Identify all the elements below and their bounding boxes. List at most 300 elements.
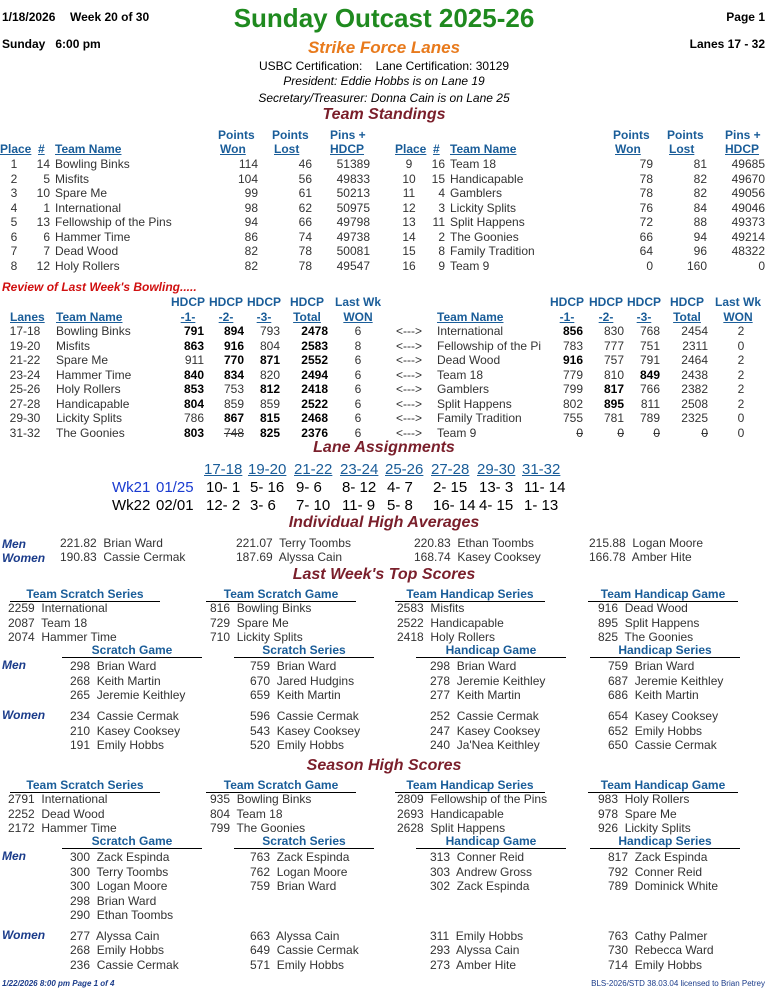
review-score-b: 811 [640, 396, 660, 411]
men-score: 686 Keith Martin [608, 688, 699, 702]
women-score: 240 Ja'Nea Keithley [430, 738, 540, 752]
header-num: # [433, 142, 440, 156]
lane-pair: 5- 16 [250, 479, 285, 496]
header-won-top: Points [218, 128, 255, 142]
men-score: 290 Ethan Toombs [70, 908, 174, 922]
men-score: 759 Brian Ward [250, 659, 337, 673]
footer-right: BLS-2026/STD 38.03.04 licensed to Brian Petrey [591, 979, 765, 988]
men-label: Men [2, 849, 26, 863]
week-indicator: Week 20 of 30 [70, 10, 150, 24]
review-score-b: 789 [639, 411, 660, 425]
team-score: 2628 Split Happens [397, 821, 506, 835]
men-score: 792 Conner Reid [608, 864, 703, 879]
avg-women: 187.69 Alyssa Cain [236, 550, 343, 564]
review-won-b: 0 [737, 425, 745, 440]
standings-cell: 2 [10, 171, 18, 186]
standings-cell: 74 [298, 229, 312, 244]
review-score-a: 791 [183, 324, 204, 338]
standings-cell: 114 [238, 157, 258, 171]
center-name: Strike Force Lanes [307, 38, 461, 57]
women-score: 730 Rebecca Ward [608, 943, 714, 957]
men-score: 300 Terry Toombs [70, 864, 169, 879]
team-score: 926 Lickity Splits [598, 821, 691, 835]
standings-cell: 78 [639, 171, 653, 186]
header-total-b: Total [673, 310, 701, 324]
review-won-b: 2 [737, 353, 745, 367]
review-won-b: 0 [737, 411, 745, 425]
page-number: Page 1 [726, 10, 765, 24]
standings-cell: 49738 [336, 229, 370, 244]
review-score-a: 825 [259, 425, 280, 440]
women-score: 650 Cassie Cermak [608, 738, 717, 752]
standings-cell: 81 [693, 157, 707, 171]
header-lost: Lost [274, 142, 300, 156]
team-score: 2809 Fellowship of the Pins [397, 792, 548, 806]
standings-cell: Spare Me [55, 186, 108, 200]
team-score: 816 Bowling Binks [210, 601, 312, 615]
standings-cell: 104 [237, 171, 258, 186]
standings-cell: 86 [244, 229, 258, 244]
review-team-b: Team 18 [437, 367, 484, 382]
women-label: Women [2, 551, 46, 565]
review-won-b: 2 [737, 396, 745, 411]
review-score-a: 2478 [301, 324, 328, 338]
lane-pair: 16- 14 [433, 497, 476, 514]
review-score-b: 2464 [681, 353, 708, 367]
header-won-a-top: Last Wk [335, 295, 382, 309]
review-score-b: 817 [603, 382, 624, 396]
team-header: Team Scratch Game [206, 778, 356, 793]
review-won-a: 8 [354, 338, 362, 353]
review-score-b: 802 [562, 396, 583, 411]
header-team: Team Name [55, 142, 122, 156]
review-team-a: Holy Rollers [56, 382, 121, 396]
review-score-b: 849 [639, 367, 660, 382]
header-won-top: Points [613, 128, 650, 142]
women-score: 543 Kasey Cooksey [250, 723, 361, 738]
review-score-b: 2438 [681, 367, 708, 382]
header-num: # [38, 142, 45, 156]
header-team-a: Team Name [56, 310, 123, 324]
last-week-title: Last Week's Top Scores [292, 566, 476, 583]
review-team-a: Misfits [56, 338, 90, 353]
review-score-a: 2418 [301, 382, 328, 396]
men-score: 670 Jared Hudgins [250, 673, 355, 688]
women-score: 652 Emily Hobbs [608, 723, 703, 738]
lane-pair: 8- 12 [342, 479, 377, 496]
standings-cell: 13 [402, 215, 416, 229]
header-place: Place [395, 142, 427, 156]
review-vs: <---> [396, 338, 423, 353]
standings-cell: Bowling Binks [55, 157, 130, 171]
header-lost-top: Points [667, 128, 704, 142]
team-score: 729 Spare Me [210, 615, 289, 630]
standings-cell: 66 [639, 229, 653, 244]
review-score-b: 791 [639, 353, 660, 367]
men-score: 298 Brian Ward [430, 659, 517, 673]
standings-cell: Split Happens [450, 215, 525, 229]
review-lanes: 31-32 [9, 425, 41, 440]
men-score: 759 Brian Ward [250, 879, 337, 893]
standings-cell: 49056 [731, 186, 765, 200]
lane-pair: 11- 9 [342, 497, 376, 514]
review-team-b: Split Happens [437, 396, 512, 411]
women-score: 268 Emily Hobbs [70, 943, 165, 957]
individual-header: Scratch Game [62, 644, 202, 658]
avg-men: 215.88 Logan Moore [589, 536, 704, 550]
standings-cell: 66 [298, 215, 312, 229]
header-team: Team Name [450, 142, 517, 156]
lane-week: Wk22 [112, 497, 151, 514]
review-score-a: 911 [184, 353, 204, 367]
standings-cell: 50213 [336, 186, 370, 200]
review-score-b: 810 [603, 367, 624, 382]
team-score: 2172 Hammer Time [8, 821, 117, 835]
avg-men: 220.83 Ethan Toombs [414, 536, 534, 550]
men-score: 759 Brian Ward [608, 659, 695, 673]
women-score: 596 Cassie Cermak [250, 709, 359, 723]
standings-cell: 78 [298, 244, 312, 258]
header-won: Won [220, 142, 246, 156]
individual-header: Scratch Series [234, 644, 374, 658]
standings-cell: 0 [646, 258, 653, 273]
header-won: Won [615, 142, 641, 156]
review-score-a: 859 [259, 396, 280, 411]
standings-cell: Gamblers [450, 186, 503, 200]
review-vs: <---> [396, 411, 423, 425]
men-score: 277 Keith Martin [430, 688, 521, 702]
women-score: 293 Alyssa Cain [430, 943, 520, 957]
review-score-b: 783 [562, 338, 583, 353]
review-score-a: 2468 [301, 411, 328, 425]
avg-women: 190.83 Cassie Cermak [60, 550, 186, 564]
review-lanes: 29-30 [9, 411, 41, 425]
lane-header: 19-20 [248, 461, 287, 478]
review-lanes: 21-22 [9, 353, 41, 367]
team-score: 983 Holy Rollers [598, 792, 690, 806]
standings-cell: 79 [639, 157, 653, 171]
review-title: Review of Last Week's Bowling..... [2, 280, 197, 294]
standings-cell: 64 [639, 244, 653, 258]
standings-cell: Team 9 [450, 258, 490, 273]
review-score-b: 757 [603, 353, 624, 367]
review-score-a: 894 [223, 324, 244, 338]
standings-cell: 82 [244, 244, 258, 258]
team-header: Team Handicap Series [395, 587, 545, 602]
report-date: 1/18/2026 [2, 10, 56, 24]
team-score: 2522 Handicapable [397, 615, 504, 630]
review-team-a: The Goonies [56, 425, 125, 440]
review-score-b: 916 [562, 353, 583, 367]
standings-cell: 49547 [336, 258, 370, 273]
men-score: 300 Logan Moore [70, 879, 168, 893]
standings-cell: 50081 [336, 244, 370, 258]
lane-header: 23-24 [340, 461, 379, 478]
lane-header: 29-30 [477, 461, 516, 478]
standings-cell: Misfits [55, 171, 89, 186]
review-score-b: 768 [639, 324, 660, 338]
review-won-a: 6 [354, 425, 362, 440]
standings-cell: 10 [402, 171, 416, 186]
lane-assignments-title: Lane Assignments [313, 439, 455, 456]
standings-cell: 49214 [731, 229, 765, 244]
standings-cell: 61 [298, 186, 312, 200]
standings-cell: 11 [432, 215, 445, 229]
review-lanes: 17-18 [9, 324, 41, 338]
review-score-a: 812 [259, 382, 280, 396]
men-label: Men [2, 658, 26, 672]
lane-pair: 4- 15 [479, 497, 514, 514]
review-score-a: 748 [223, 425, 244, 440]
standings-cell: 14 [402, 229, 416, 244]
header-g2-b: -2- [598, 310, 614, 324]
men-score: 687 Jeremie Keithley [608, 673, 724, 688]
standings-cell: 46 [298, 157, 312, 171]
individual-header: Handicap Game [416, 835, 566, 849]
standings-cell: 78 [298, 258, 312, 273]
review-score-b: 830 [603, 324, 624, 338]
women-score: 571 Emily Hobbs [250, 957, 345, 972]
review-vs: <---> [396, 382, 423, 396]
men-score: 302 Zack Espinda [430, 879, 530, 893]
review-score-b: 2325 [681, 411, 708, 425]
women-label: Women [2, 927, 46, 942]
header-total-a-top: HDCP [289, 295, 324, 309]
men-score: 763 Zack Espinda [250, 850, 350, 864]
review-score-b: 779 [562, 367, 583, 382]
review-score-a: 2583 [301, 338, 328, 353]
standings-cell: 62 [298, 200, 312, 215]
header-pins-top: Pins + [725, 128, 761, 142]
lane-header: 27-28 [431, 461, 470, 478]
review-lanes: 19-20 [9, 338, 41, 353]
header-g2-a: -2- [218, 310, 234, 324]
header-g2-b-top: HDCP [588, 295, 623, 309]
standings-cell: 9 [438, 258, 445, 273]
review-score-a: 804 [259, 338, 280, 353]
standings-cell: 3 [10, 186, 18, 200]
review-team-a: Bowling Binks [56, 324, 131, 338]
review-score-b: 856 [562, 324, 583, 338]
header-won-a: WON [343, 310, 373, 324]
header-g3-a: -3- [256, 310, 272, 324]
lane-pair: 11- 14 [524, 479, 566, 496]
men-label: Men [2, 537, 26, 551]
standings-cell: 72 [639, 215, 653, 229]
review-team-b: Gamblers [437, 382, 490, 396]
review-team-b: Team 9 [437, 425, 477, 440]
lane-pair: 2- 15 [433, 479, 468, 496]
header-lost: Lost [669, 142, 695, 156]
review-vs: <---> [396, 367, 423, 382]
team-score: 804 Team 18 [210, 806, 283, 821]
standings-cell: 99 [244, 186, 258, 200]
review-team-b: Dead Wood [437, 353, 501, 367]
standings-cell: Family Tradition [450, 244, 535, 258]
men-score: 278 Jeremie Keithley [430, 673, 546, 688]
president-line: President: Eddie Hobbs is on Lane 19 [283, 74, 485, 88]
header-total-a: Total [293, 310, 321, 324]
standings-cell: Holy Rollers [55, 258, 120, 273]
league-title: Sunday Outcast 2025-26 [233, 3, 535, 33]
review-team-a: Hammer Time [56, 367, 132, 382]
review-score-a: 2522 [301, 396, 328, 411]
standings-cell: 15 [431, 171, 445, 186]
men-score: 298 Brian Ward [70, 659, 157, 673]
standings-cell: 6 [10, 229, 18, 244]
team-score: 2087 Team 18 [8, 615, 88, 630]
lane-header: 31-32 [522, 461, 561, 478]
team-score: 2791 International [8, 792, 108, 806]
standings-cell: 9 [405, 157, 413, 171]
review-score-b: 2311 [682, 338, 708, 353]
lane-pair: 4- 7 [387, 479, 413, 496]
standings-cell: 1 [10, 157, 18, 171]
review-won-a: 6 [354, 324, 362, 338]
review-lanes: 27-28 [9, 396, 41, 411]
standings-cell: 16 [431, 157, 445, 171]
team-header: Team Scratch Series [10, 587, 160, 602]
review-team-b: Family Tradition [437, 411, 522, 425]
secretary-line: Secretary/Treasurer: Donna Cain is on Lane 25 [258, 91, 510, 105]
standings-cell: 49670 [731, 171, 765, 186]
review-team-b: International [437, 324, 504, 338]
header-g1-b: -1- [559, 310, 575, 324]
men-score: 762 Logan Moore [250, 864, 348, 879]
review-score-b: 751 [639, 338, 660, 353]
women-score: 252 Cassie Cermak [430, 709, 539, 723]
team-score: 799 The Goonies [210, 821, 306, 835]
standings-cell: 96 [693, 244, 707, 258]
review-score-b: 781 [603, 411, 624, 425]
review-lanes: 23-24 [9, 367, 41, 382]
review-score-a: 859 [223, 396, 244, 411]
standings-cell: 49373 [731, 215, 765, 229]
review-score-b: 766 [639, 382, 660, 396]
men-score: 265 Jeremie Keithley [70, 688, 186, 702]
standings-cell: 2 [438, 229, 445, 244]
standings-cell: 51389 [336, 157, 370, 171]
review-won-b: 2 [737, 367, 745, 382]
standings-cell: 5 [10, 215, 18, 229]
review-score-b: 0 [701, 425, 708, 440]
review-team-b: Fellowship of the Pi [437, 338, 542, 353]
standings-cell: 49685 [731, 157, 765, 171]
standings-cell: 49798 [336, 215, 370, 229]
standings-cell: 98 [244, 200, 258, 215]
lane-pair: 9- 6 [296, 479, 322, 496]
standings-cell: 78 [639, 186, 653, 200]
header-g1-a: -1- [180, 310, 196, 324]
lane-week: Wk21 [112, 479, 151, 496]
standings-cell: 88 [693, 215, 707, 229]
men-score: 659 Keith Martin [250, 688, 341, 702]
team-score: 895 Split Happens [598, 615, 700, 630]
individual-header: Handicap Series [590, 835, 740, 849]
standings-cell: Hammer Time [55, 229, 131, 244]
standings-cell: Fellowship of the Pins [55, 215, 172, 229]
review-won-a: 6 [354, 367, 362, 382]
men-score: 298 Brian Ward [70, 893, 157, 908]
individual-header: Handicap Series [590, 644, 740, 658]
standings-cell: 50975 [336, 200, 370, 215]
team-header: Team Scratch Game [206, 587, 356, 602]
standings-cell: 82 [693, 171, 707, 186]
review-score-a: 871 [259, 353, 280, 367]
women-score: 236 Cassie Cermak [70, 957, 179, 972]
standings-cell: 1 [43, 200, 50, 215]
men-score: 817 Zack Espinda [608, 850, 708, 864]
lane-header: 21-22 [294, 461, 333, 478]
lane-header: 25-26 [385, 461, 424, 478]
review-score-b: 0 [617, 425, 624, 440]
women-score: 714 Emily Hobbs [608, 957, 703, 972]
standings-cell: 12 [402, 200, 416, 215]
team-score: 2074 Hammer Time [8, 630, 117, 644]
standings-cell: 10 [36, 186, 50, 200]
review-score-a: 916 [223, 338, 244, 353]
standings-cell: 14 [36, 157, 50, 171]
review-team-a: Spare Me [56, 353, 109, 367]
header-won-b-top: Last Wk [715, 295, 762, 309]
review-team-a: Lickity Splits [56, 411, 123, 425]
review-score-b: 0 [653, 425, 660, 440]
standings-cell: 4 [10, 200, 18, 215]
individual-header: Scratch Series [234, 835, 374, 849]
review-team-a: Handicapable [56, 396, 130, 411]
men-score: 300 Zack Espinda [70, 850, 170, 864]
review-score-a: 753 [223, 382, 244, 396]
standings-cell: 8 [438, 244, 445, 258]
review-won-a: 6 [354, 353, 362, 367]
team-header: Team Handicap Game [588, 778, 738, 793]
review-won-a: 6 [354, 411, 362, 425]
review-score-a: 804 [183, 396, 204, 411]
header-lost-top: Points [272, 128, 309, 142]
standings-cell: The Goonies [450, 229, 519, 244]
standings-cell: International [55, 200, 122, 215]
women-score: 663 Alyssa Cain [250, 928, 340, 943]
standings-cell: 5 [43, 171, 50, 186]
standings-cell: 82 [693, 186, 707, 200]
review-vs: <---> [396, 425, 423, 440]
men-score: 789 Dominick White [608, 879, 719, 893]
avg-men: 221.82 Brian Ward [60, 536, 163, 550]
team-score: 2583 Misfits [397, 601, 465, 615]
standings-cell: Handicapable [450, 171, 524, 186]
review-score-a: 2376 [301, 425, 328, 440]
lane-pair: 1- 13 [524, 497, 559, 514]
team-score: 978 Spare Me [598, 806, 677, 821]
review-score-b: 2508 [681, 396, 708, 411]
women-score: 520 Emily Hobbs [250, 738, 345, 752]
standings-cell: 49833 [336, 171, 370, 186]
men-score: 268 Keith Martin [70, 673, 161, 688]
header-pins: HDCP [725, 142, 760, 156]
standings-cell: 15 [402, 244, 416, 258]
review-score-a: 834 [223, 367, 244, 382]
standings-cell: 160 [686, 258, 707, 273]
avg-women: 166.78 Amber Hite [589, 550, 692, 564]
review-vs: <---> [396, 324, 423, 338]
standings-title: Team Standings [322, 106, 446, 123]
team-score: 935 Bowling Binks [210, 792, 312, 806]
header-won-b: WON [723, 310, 753, 324]
individual-header: Handicap Game [416, 644, 566, 658]
review-score-a: 815 [259, 411, 280, 425]
review-lanes: 25-26 [9, 382, 41, 396]
women-score: 191 Emily Hobbs [70, 738, 165, 752]
